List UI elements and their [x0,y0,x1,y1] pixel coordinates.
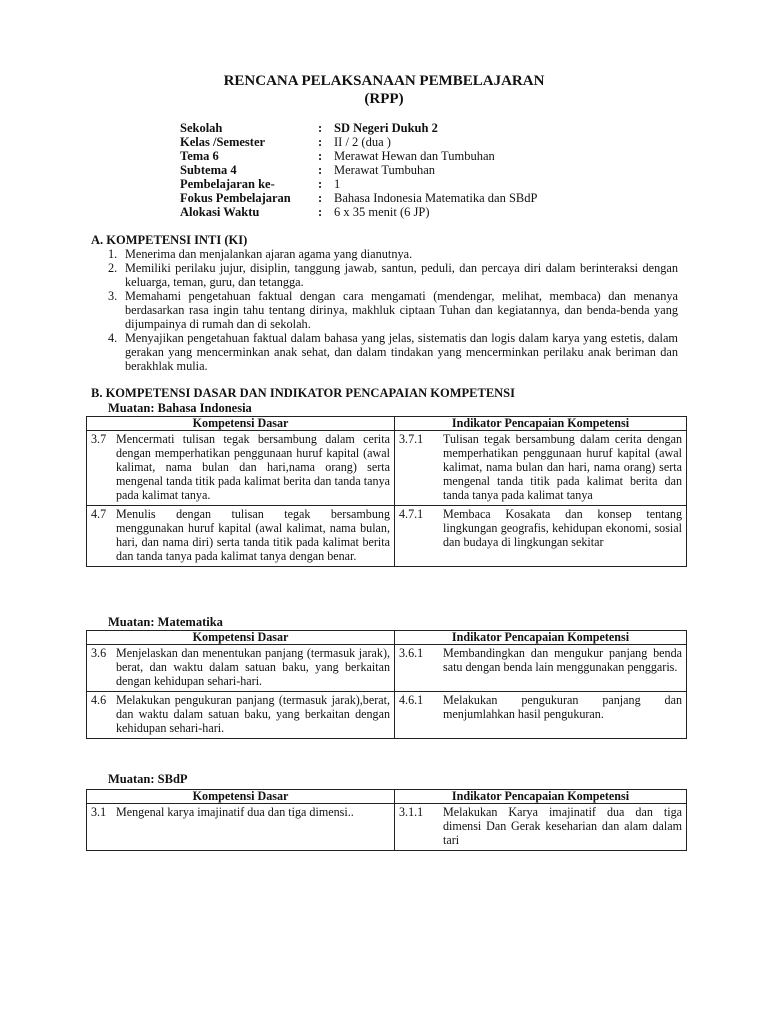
kd-table-bahasa-indonesia [86,416,687,567]
table-header-row [87,631,687,645]
ip-number: 4.7.1 [399,507,424,521]
muatan-sbdp: Muatan: SBdP [108,772,188,786]
identity-row-kelas [180,135,537,149]
kd-cell [87,804,395,851]
kd-text: Melakukan pengukuran panjang (termasuk jarak),berat, dan waktu dalam satuan baku, yang berkaitan dengan kehidupan sehari-hari. [116,693,390,735]
ip-number: 4.6.1 [399,693,424,707]
kd-text: Menjelaskan dan menentukan panjang (termasuk jarak), berat, dan waktu dalam satuan baku, yang berkaitan dengan kehidupan sehari-hari. [116,646,390,688]
column-header-kd: Kompetensi Dasar [87,790,395,804]
identity-value: 1 [334,177,341,191]
ki-text: Menyajikan pengetahuan faktual dalam bahasa yang jelas, sistematis dan logis dalam karya yang estetis, dalam gerakan yang mencerminkan anak sehat, dan dalam tindakan yang mencerminkan perilaku anak beriman dan berakhlak mulia. [125,331,678,373]
identity-colon: : [318,191,323,205]
ki-text: Menerima dan menjalankan ajaran agama yang dianutnya. [125,247,413,261]
ki-text: Memahami pengetahuan faktual dengan cara mengamati (mendengar, melihat, membaca) dan menanya berdasarkan rasa ingin tahu tentang dirinya, makhluk ciptaan Tuhan dan kegiatannya, dan benda-benda yang dijumpainya di rumah dan di sekolah. [125,289,678,331]
identity-colon: : [318,149,323,163]
kd-text: Menulis dengan tulisan tegak bersambung menggunakan huruf kapital (awal kalimat, nama bulan, hari, dan nama diri) serta tanda titik pada kalimat berita dan tanda tanya pada kalimat tanya dengan benar. [116,507,390,563]
identity-colon: : [318,135,323,149]
identity-row-fokus [180,191,537,205]
title-line-1: RENCANA PELAKSANAAN PEMBELAJARAN [223,73,545,89]
ip-number: 3.1.1 [399,805,424,819]
ip-text: Membandingkan dan mengukur panjang benda satu dengan benda lain menggunakan penggaris. [443,646,682,674]
identity-row-pembelajaran [180,177,537,191]
identity-label: Tema 6 [180,149,219,163]
identity-colon: : [318,163,323,177]
title-line-2: (RPP) [364,91,404,107]
kd-table-sbdp [86,789,687,851]
ki-item [108,289,678,331]
kd-number: 3.7 [91,432,107,446]
identity-value: SD Negeri Dukuh 2 [334,121,438,135]
identity-value: Merawat Hewan dan Tumbuhan [334,149,495,163]
section-b-heading: B. KOMPETENSI DASAR DAN INDIKATOR PENCAPAIAN KOMPETENSI [91,386,515,400]
ki-list [108,247,678,373]
ip-text: Melakukan Karya imajinatif dua dan tiga dimensi Dan Gerak keseharian dan alam dalam tari [443,805,682,847]
kd-text: Mengenal karya imajinatif dua dan tiga dimensi.. [116,805,354,819]
kd-cell [87,431,395,506]
ki-number: 2. [108,261,118,275]
ki-number: 3. [108,289,118,303]
ip-number: 3.7.1 [399,432,424,446]
identity-colon: : [318,121,323,135]
identity-row-sekolah [180,121,537,135]
ip-cell [395,506,687,567]
kd-number: 3.1 [91,805,107,819]
table-header-row [87,790,687,804]
table-row [87,645,687,692]
kd-cell [87,692,395,739]
identity-colon: : [318,205,323,219]
identity-value: II / 2 (dua ) [334,135,391,149]
kd-number: 4.6 [91,693,107,707]
kd-table-matematika [86,630,687,739]
table-row [87,692,687,739]
ki-number: 1. [108,247,118,261]
ki-text: Memiliki perilaku jujur, disiplin, tanggung jawab, santun, peduli, dan percaya diri dalam berinteraksi dengan keluarga, teman, guru, dan tetangga. [125,261,678,289]
ip-cell [395,645,687,692]
identity-row-tema [180,149,537,163]
identity-row-subtema [180,163,537,177]
identity-label: Fokus Pembelajaran [180,191,291,205]
ip-number: 3.6.1 [399,646,424,660]
column-header-ip: Indikator Pencapaian Kompetensi [395,417,687,431]
table-row [87,506,687,567]
ip-cell [395,431,687,506]
identity-label: Sekolah [180,121,223,135]
section-a-heading: A. KOMPETENSI INTI (KI) [91,233,248,247]
identity-row-alokasi [180,205,537,219]
table-row [87,431,687,506]
column-header-ip: Indikator Pencapaian Kompetensi [395,790,687,804]
ki-item [108,331,678,373]
ip-cell [395,804,687,851]
document-title [0,72,768,108]
kd-text: Mencermati tulisan tegak bersambung dalam cerita dengan memperhatikan penggunaan huruf kapital (awal kalimat, nama bulan dan hari,nama orang) serta mengenal tanda titik pada kalimat berita dan tanda tanya pada kalimat tanya. [116,432,390,502]
muatan-bahasa-indonesia: Muatan: Bahasa Indonesia [108,401,252,415]
kd-number: 3.6 [91,646,107,660]
identity-colon: : [318,177,323,191]
identity-label: Subtema 4 [180,163,237,177]
muatan-matematika: Muatan: Matematika [108,615,223,629]
table-header-row [87,417,687,431]
ip-text: Melakukan pengukuran panjang dan menjumlahkan hasil pengukuran. [443,693,682,721]
ip-text: Membaca Kosakata dan konsep tentang lingkungan geografis, kehidupan ekonomi, sosial dan budaya di lingkungan sekitar [443,507,682,549]
identity-value: Bahasa Indonesia Matematika dan SBdP [334,191,538,205]
ki-item [108,247,678,261]
column-header-kd: Kompetensi Dasar [87,417,395,431]
identity-value: 6 x 35 menit (6 JP) [334,205,430,219]
kd-number: 4.7 [91,507,107,521]
identity-label: Kelas /Semester [180,135,266,149]
ki-item [108,261,678,289]
identity-block [180,121,537,219]
identity-label: Pembelajaran ke- [180,177,275,191]
ip-text: Tulisan tegak bersambung dalam cerita dengan memperhatikan penggunaan huruf kapital (awal kalimat, nama bulan dan hari, nama orang) serta mengenal tanda titik pada kalimat berita dan tanda tanya pada kalimat tanya [443,432,682,502]
ip-cell [395,692,687,739]
ki-number: 4. [108,331,118,345]
kd-cell [87,645,395,692]
column-header-kd: Kompetensi Dasar [87,631,395,645]
table-row [87,804,687,851]
kd-cell [87,506,395,567]
identity-label: Alokasi Waktu [180,205,260,219]
column-header-ip: Indikator Pencapaian Kompetensi [395,631,687,645]
identity-value: Merawat Tumbuhan [334,163,436,177]
